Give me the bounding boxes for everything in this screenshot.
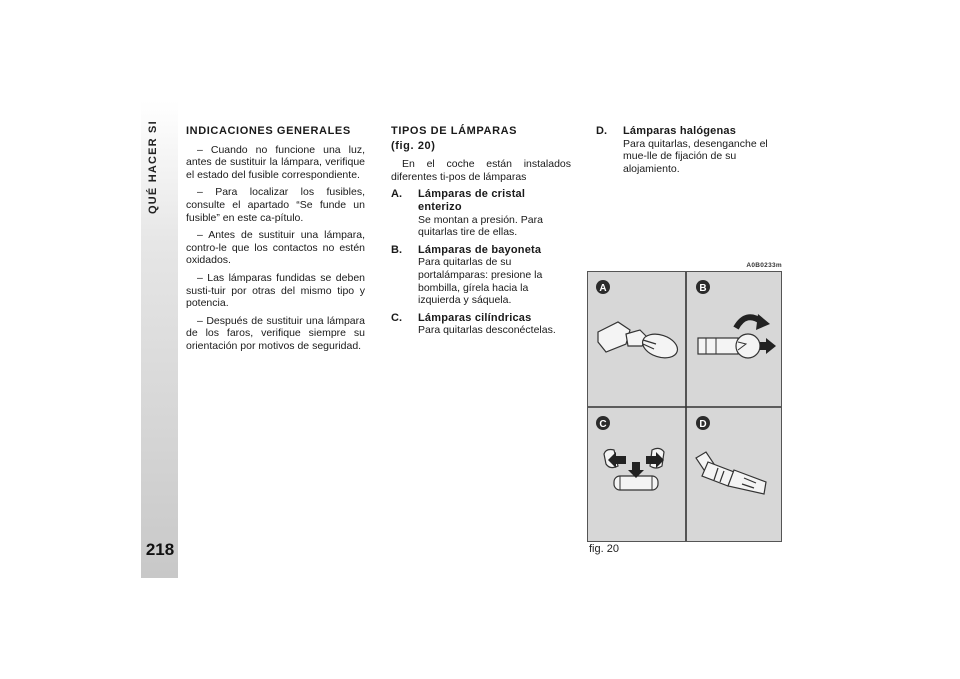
panel-label: A <box>599 283 607 294</box>
item-title: Lámparas halógenas <box>623 125 737 137</box>
intro-paragraph: En el coche están instalados diferentes ti-pos de lámparas <box>391 158 571 183</box>
item-title: Lámparas de cristal enterizo <box>418 188 526 213</box>
heading-figure-ref: (fig. 20) <box>391 139 436 152</box>
item-title: Lámparas de bayoneta <box>418 243 542 256</box>
panel-label: D <box>699 419 707 430</box>
list-item <box>391 244 571 307</box>
item-text: Para quitarlas, desenganche el mue-lle de fijación de su alojamiento. <box>623 137 768 175</box>
list-item <box>391 188 571 238</box>
panel-label: B <box>699 283 707 294</box>
panel-label: C <box>599 419 607 430</box>
paragraph: – Para localizar los fusibles, consulte el apartado “Se funde un fusible” en este ca-pítulo. <box>186 186 365 224</box>
paragraph: – Después de sustituir una lámpara de los faros, verifique siempre su orientación por motivos de seguridad. <box>186 314 365 352</box>
page-number: 218 <box>145 540 175 559</box>
column-lamp-types <box>391 125 571 342</box>
section-title-vertical: QUÉ HACER SI <box>147 120 159 214</box>
list-item <box>596 125 782 175</box>
panel-badge-c <box>596 416 610 430</box>
heading-general-indications: INDICACIONES GENERALES <box>186 125 351 137</box>
panel-badge-b <box>696 280 710 294</box>
figure-code: A0B0233m <box>746 262 782 269</box>
paragraph: – Cuando no funcione una luz, antes de sustituir la lámpara, verifique el estado del fusible correspondiente. <box>186 143 365 181</box>
list-item <box>391 312 571 337</box>
festoon-lamp-illustration <box>604 448 664 490</box>
panel-badge-d <box>696 416 710 430</box>
item-letter: D. <box>596 125 607 137</box>
item-letter: A. <box>391 188 402 201</box>
item-letter: B. <box>391 243 402 256</box>
figure-caption: fig. 20 <box>589 543 619 555</box>
heading-lamp-types: TIPOS DE LÁMPARAS <box>391 125 518 137</box>
halogen-lamp-illustration <box>696 452 766 494</box>
column-halogen <box>596 125 782 180</box>
panel-badge-a <box>596 280 610 294</box>
wedge-lamp-illustration <box>598 322 681 362</box>
item-text: Se montan a presión. Para quitarlas tire de ellas. <box>418 213 543 239</box>
paragraph: – Antes de sustituir una lámpara, contro-le que los contactos no estén oxidados. <box>186 229 365 267</box>
item-letter: C. <box>391 311 402 324</box>
push-arrow-icon <box>760 338 776 354</box>
bayonet-lamp-illustration <box>698 314 776 358</box>
item-text: Para quitarlas desconéctelas. <box>418 324 556 337</box>
column-general-indications <box>186 125 365 358</box>
item-title: Lámparas cilíndricas <box>418 311 532 324</box>
item-text: Para quitarlas de su portalámparas: presione la bombilla, gírela hacia la izquierda y sáquela. <box>418 256 543 307</box>
figure-illustration <box>588 272 781 541</box>
paragraph: – Las lámparas fundidas se deben susti-tuir por otras del mismo tipo y potencia. <box>186 271 365 310</box>
figure-lamp-types <box>587 271 782 542</box>
